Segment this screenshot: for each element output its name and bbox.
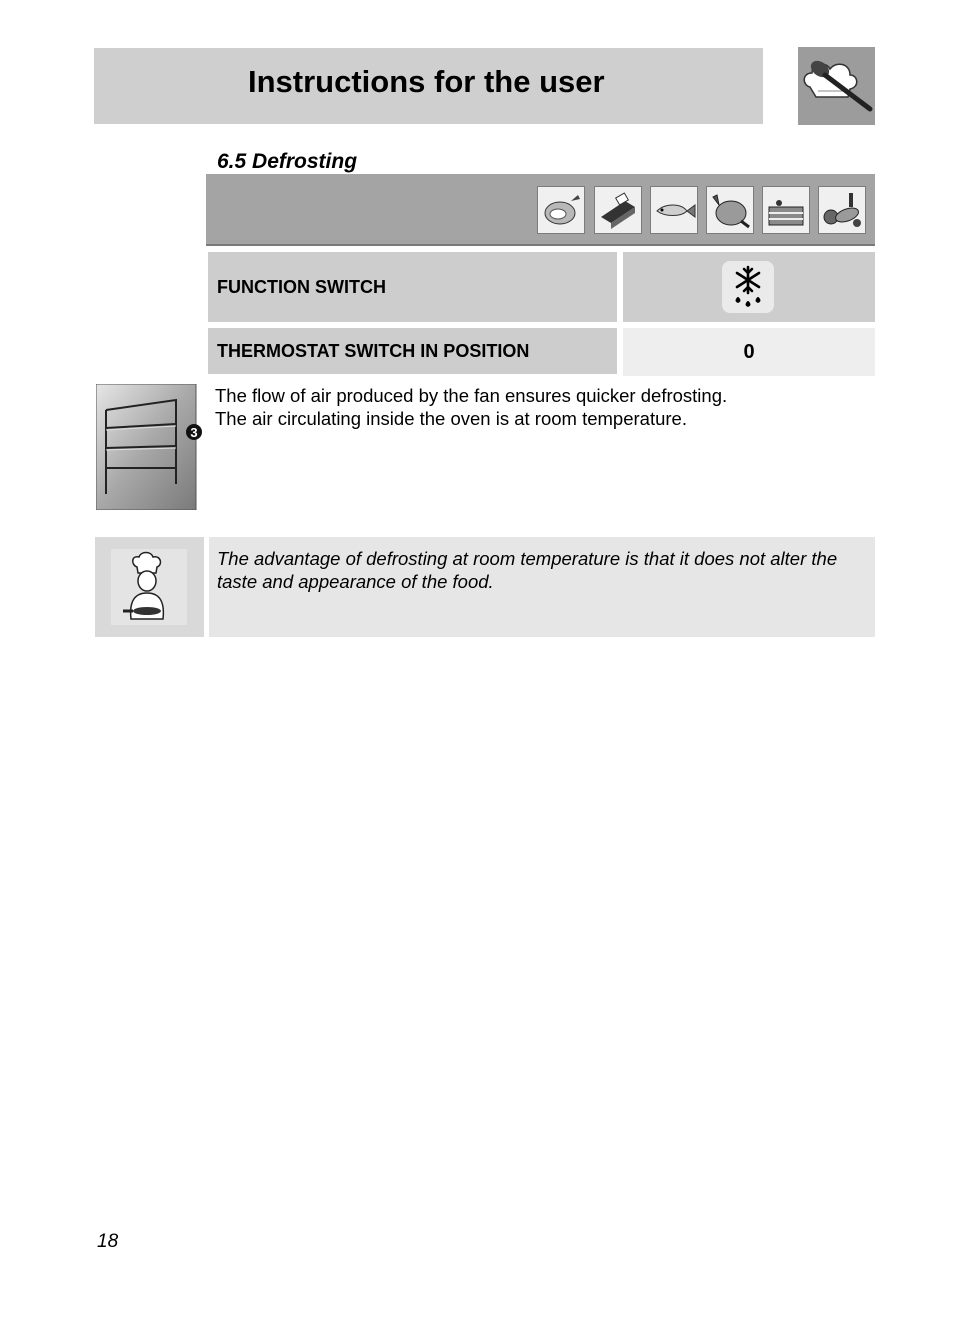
page-number: 18 bbox=[97, 1231, 119, 1252]
tip-text: The advantage of defrosting at room temperature is that it does not alter the taste and appearance of the food. bbox=[217, 548, 838, 592]
page-header-title: Instructions for the user bbox=[248, 64, 605, 99]
tip-icon-box bbox=[95, 537, 204, 637]
band-divider bbox=[206, 244, 875, 246]
defrost-snowflake-icon bbox=[722, 261, 774, 313]
description-line-1: The flow of air produced by the fan ensures quicker defrosting. bbox=[215, 385, 728, 406]
section-title: 6.5 Defrosting bbox=[217, 150, 358, 173]
thermostat-position-value: 0 bbox=[623, 328, 875, 376]
thermostat-switch-label: THERMOSTAT SWITCH IN POSITION bbox=[208, 328, 617, 374]
shelf-level-number: 3 bbox=[190, 425, 198, 440]
description-text bbox=[215, 384, 727, 430]
cake-icon bbox=[762, 186, 810, 234]
fish-icon bbox=[650, 186, 698, 234]
bread-icon bbox=[594, 186, 642, 234]
chef-hat-spoon-icon bbox=[798, 47, 875, 125]
function-switch-label: FUNCTION SWITCH bbox=[208, 252, 617, 322]
tip-text-box bbox=[209, 537, 875, 637]
poultry-icon bbox=[706, 186, 754, 234]
function-switch-value bbox=[623, 252, 875, 322]
oven-shelf-illustration bbox=[96, 384, 196, 510]
meat-roast-icon bbox=[537, 186, 585, 234]
chef-icon bbox=[111, 549, 187, 625]
description-line-2: The air circulating inside the oven is at room temperature. bbox=[215, 408, 687, 429]
vegetables-icon bbox=[818, 186, 866, 234]
food-category-band bbox=[206, 174, 875, 246]
